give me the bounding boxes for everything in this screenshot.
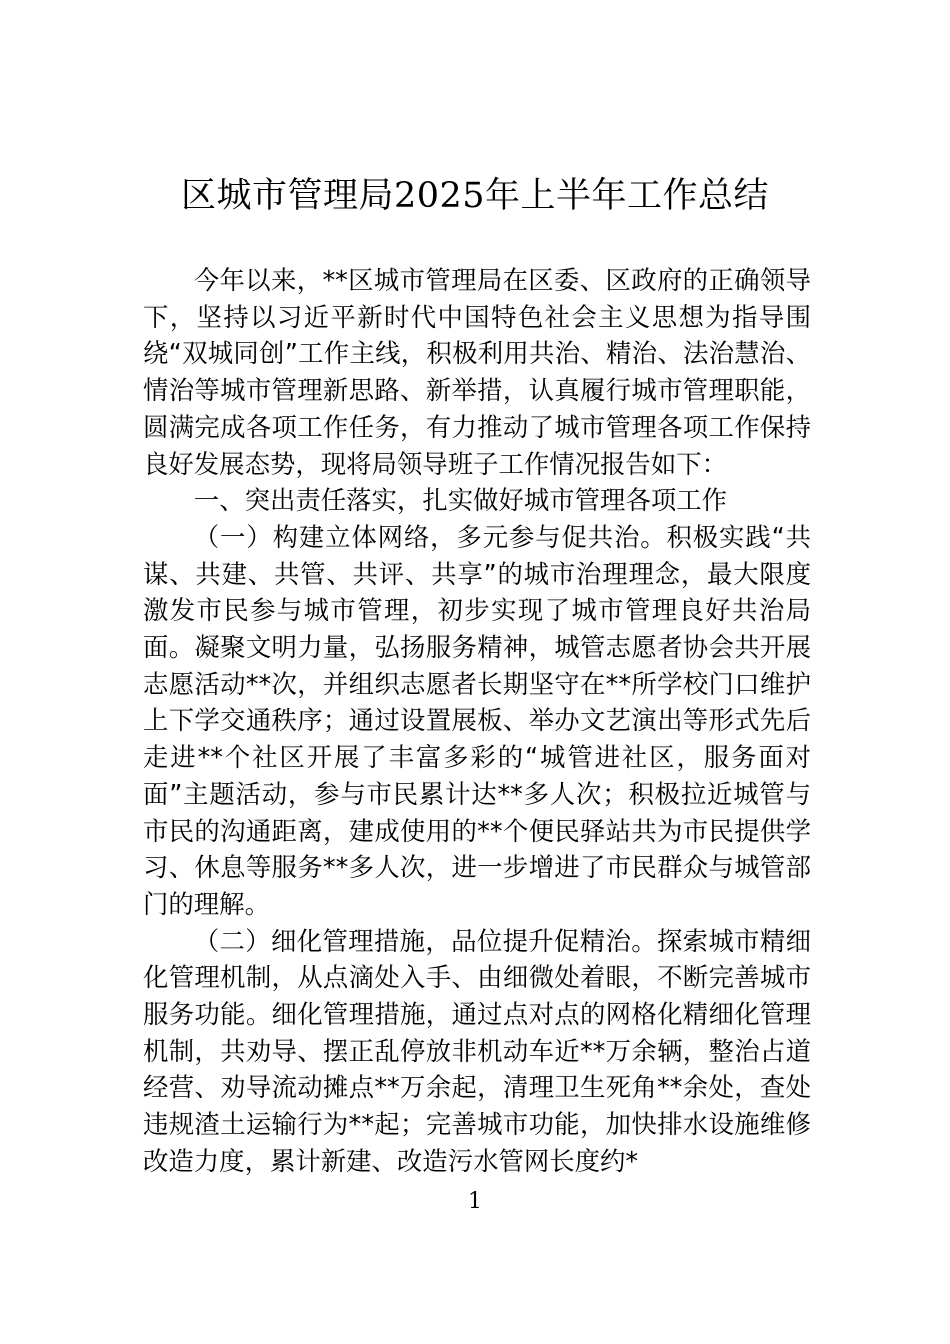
document-body <box>143 262 811 1180</box>
document-title: 区城市管理局2025年上半年工作总结 <box>180 176 770 216</box>
intro-paragraph: 今年以来，**区城市管理局在区委、区政府的正确领导下，坚持以习近平新时代中国特色社会主义思想为指导围绕“双城同创”工作主线，积极利用共治、精治、法治慧治、情治等城市管理新思路、新举措，认真履行城市管理职能，圆满完成各项工作任务，有力推动了城市管理各项工作保持良好发展态势，现将局领导班子工作情况报告如下： <box>143 265 811 479</box>
subsection-paragraph-2: （二）细化管理措施，品位提升促精治。探索城市精细化管理机制，从点滴处入手、由细微处着眼，不断完善城市服务功能。细化管理措施，通过点对点的网格化精细化管理机制，共劝导、摆正乱停放非机动车近**万余辆，整治占道经营、劝导流动摊点**万余起，清理卫生死角**余处，查处违规渣土运输行为**起；完善城市功能，加快排水设施维修改造力度，累计新建、改造污水管网长度约* <box>143 925 811 1176</box>
page-number: 1 <box>468 1189 482 1214</box>
subsection-paragraph-1: （一）构建立体网络，多元参与促共治。积极实践“共谋、共建、共管、共评、共享”的城市治理理念，最大限度激发市民参与城市管理，初步实现了城市管理良好共治局面。凝聚文明力量，弘扬服务精神，城管志愿者协会共开展志愿活动**次，并组织志愿者长期坚守在**所学校门口维护上下学交通秩序；通过设置展板、举办文艺演出等形式先后走进**个社区开展了丰富多彩的“城管进社区，服务面对面”主题活动，参与市民累计达**多人次；积极拉近城管与市民的沟通距离，建成使用的**个便民驿站共为市民提供学习、休息等服务**多人次，进一步增进了市民群众与城管部门的理解。 <box>143 521 811 919</box>
section-heading-1: 一、突出责任落实，扎实做好城市管理各项工作 <box>193 485 727 516</box>
